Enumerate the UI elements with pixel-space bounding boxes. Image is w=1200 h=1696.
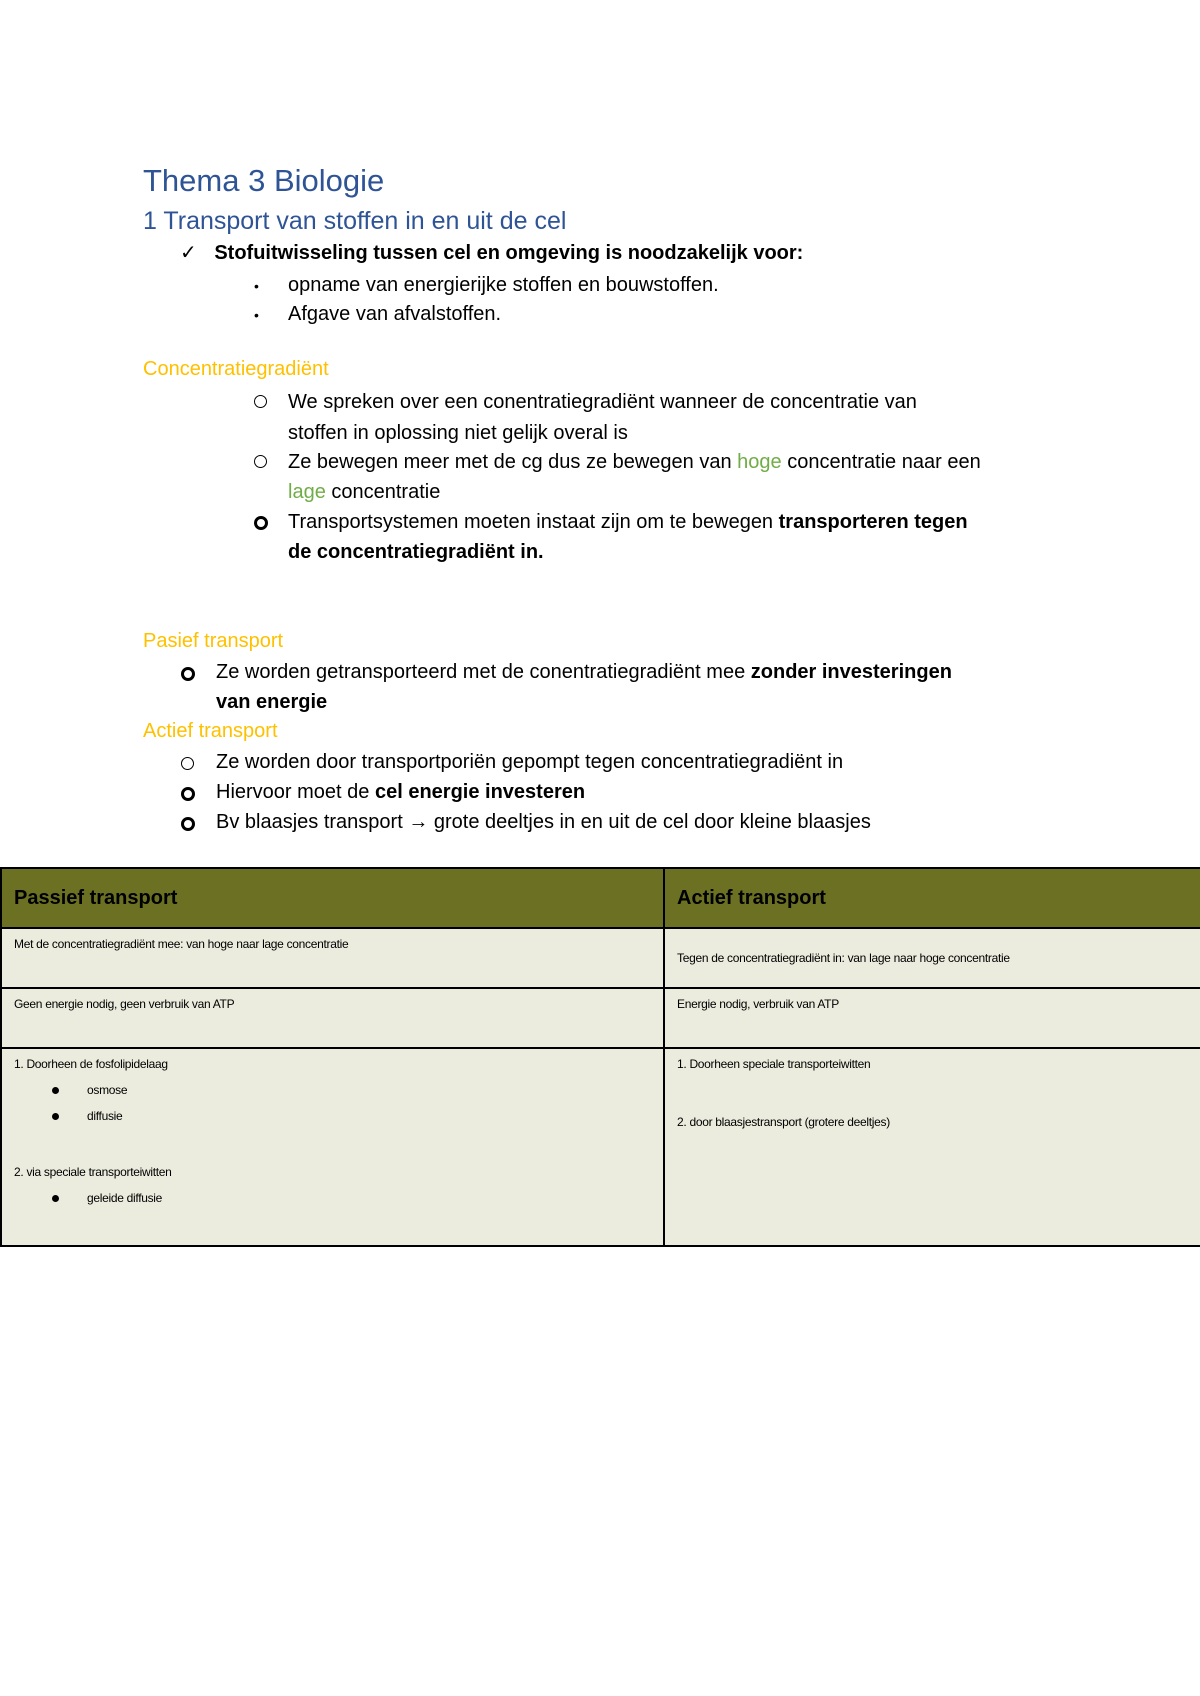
circle-bullet-icon <box>254 395 267 413</box>
table-cell: Tegen de concentratiegradiënt in: van lage naar hoge concentratie <box>664 928 1200 988</box>
section-heading: Concentratiegradiënt <box>143 358 329 380</box>
table-row <box>1 1048 1200 1246</box>
bullet-icon <box>52 1195 59 1202</box>
cell-bullet-text: osmose <box>87 1083 128 1097</box>
cell-bullet-text: geleide diffusie <box>87 1191 163 1205</box>
list-item <box>254 299 259 330</box>
table-cell: Met de concentratiegradiënt mee: van hoge naar lage concentratie <box>1 928 664 988</box>
circle-bullet-icon <box>254 455 267 473</box>
table-cell: Geen energie nodig, geen verbruik van ATP <box>1 988 664 1048</box>
bullet-icon <box>52 1113 59 1120</box>
table-cell <box>664 1048 1200 1246</box>
paragraph-line <box>288 477 440 507</box>
page-title: Thema 3 Biologie <box>143 163 385 198</box>
table-row <box>1 988 1200 1048</box>
bold-text: zonder investeringen <box>750 661 952 683</box>
bullet-icon: • <box>254 307 259 323</box>
text-span: Hiervoor moet de <box>216 781 375 803</box>
paragraph-line: Bv blaasjes transport → grote deeltjes in en uit de cel door kleine blaasjes <box>216 811 871 833</box>
highlight-word: lage <box>288 481 326 503</box>
text-span: concentratie naar een <box>781 451 981 473</box>
bullet-icon <box>52 1087 59 1094</box>
circle-bullet-icon <box>181 757 194 775</box>
cell-bullet <box>52 1191 651 1205</box>
section-heading: Actief transport <box>143 720 278 742</box>
table-row <box>1 928 1200 988</box>
list-item <box>254 270 259 301</box>
list-item-text: Afgave van afvalstoffen. <box>288 303 502 325</box>
table-cell: Energie nodig, verbruik van ATP <box>664 988 1200 1048</box>
list-item-text: opname van energierijke stoffen en bouwstoffen. <box>288 274 719 296</box>
circle-bullet-icon <box>254 516 268 535</box>
text-span: Ze worden getransporteerd met de conentratiegradiënt mee <box>216 661 751 683</box>
table-header-cell: Passief transport <box>1 868 664 928</box>
bold-text: de concentratiegradiënt in. <box>288 541 544 563</box>
circle-bullet-icon <box>181 817 195 836</box>
bold-text: transporteren tegen <box>778 511 968 533</box>
paragraph-line <box>216 657 952 687</box>
paragraph-line <box>288 447 981 477</box>
bullet-icon: • <box>254 278 259 294</box>
table-cell <box>1 1048 664 1246</box>
cell-bullet-text: diffusie <box>87 1109 123 1123</box>
cell-line: 2. door blaasjestransport (grotere deeltjes) <box>677 1115 890 1129</box>
section-heading: Pasief transport <box>143 630 284 652</box>
bold-text: van energie <box>216 691 328 713</box>
section-title: 1 Transport van stoffen in en uit de cel <box>143 207 567 235</box>
paragraph-line <box>216 687 327 717</box>
checkmark-icon: ✓ <box>180 242 197 264</box>
text-span: concentratie <box>325 481 441 503</box>
paragraph-line: Ze worden door transportporiën gepompt tegen concentratiegradiënt in <box>216 751 844 773</box>
cell-line: 1. Doorheen de fosfolipidelaag <box>14 1057 168 1071</box>
cell-line: 2. via speciale transporteiwitten <box>14 1165 172 1179</box>
circle-bullet-icon <box>181 787 195 806</box>
circle-bullet-icon <box>181 667 195 686</box>
paragraph-line <box>288 507 968 537</box>
highlight-word: hoge <box>737 451 782 473</box>
cell-line: 1. Doorheen speciale transporteiwitten <box>677 1057 871 1071</box>
text-span: Ze bewegen meer met de cg dus ze bewegen van <box>288 451 738 473</box>
check-item <box>180 240 803 265</box>
paragraph-line <box>216 777 585 807</box>
comparison-table <box>0 867 1200 1247</box>
bold-text: cel energie investeren <box>374 781 586 803</box>
cell-bullet <box>52 1109 651 1123</box>
check-text: Stofuitwisseling tussen cel en omgeving is noodzakelijk voor: <box>214 242 804 264</box>
table-header-row <box>1 868 1200 928</box>
table-header-cell: Actief transport <box>664 868 1200 928</box>
text-span: Transportsystemen moeten instaat zijn om te bewegen <box>288 511 779 533</box>
paragraph-line <box>288 537 544 567</box>
paragraph-line: We spreken over een conentratiegradiënt wanneer de concentratie van <box>288 391 917 413</box>
cell-bullet <box>52 1083 651 1097</box>
paragraph-line: stoffen in oplossing niet gelijk overal is <box>288 422 628 444</box>
